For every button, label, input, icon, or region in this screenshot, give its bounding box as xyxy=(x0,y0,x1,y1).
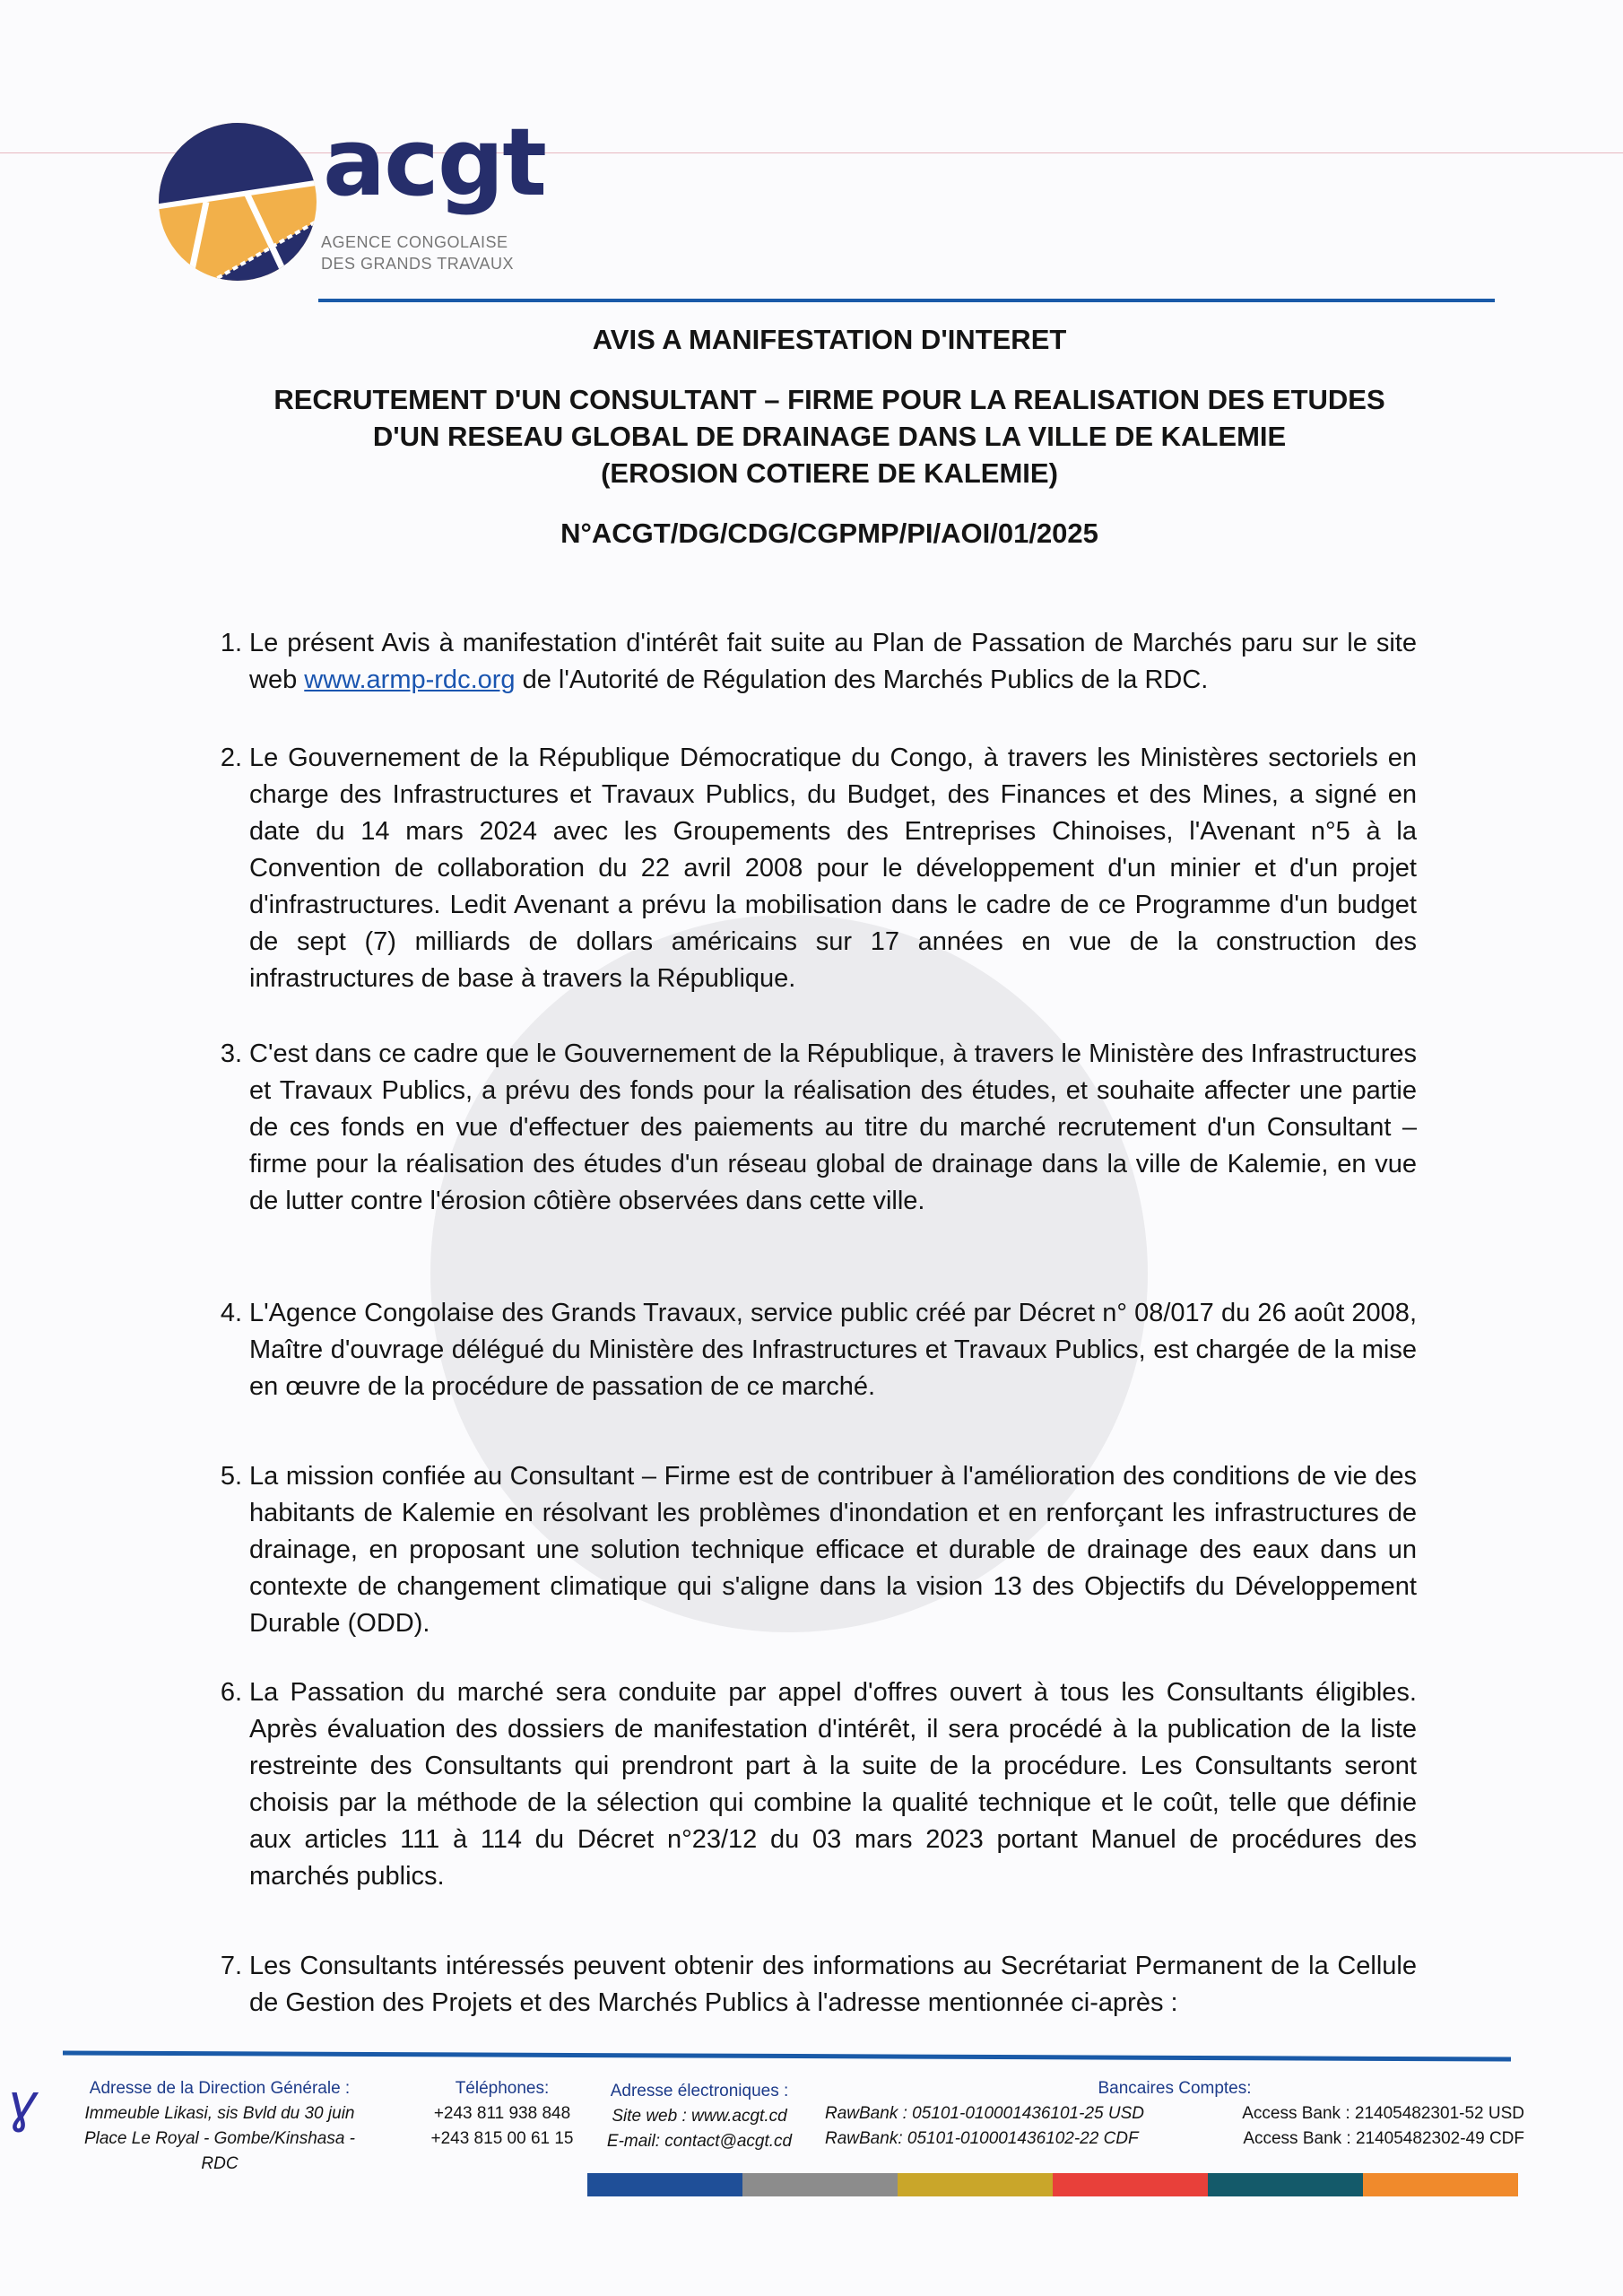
address-line-2: Place Le Royal - Gombe/Kinshasa - RDC xyxy=(83,2129,356,2173)
header-rule xyxy=(318,299,1495,302)
agency-name xyxy=(321,231,514,274)
website-link[interactable]: Site web : www.acgt.cd xyxy=(612,2107,787,2126)
initials-signature: ɣ xyxy=(9,2073,37,2133)
paragraph-number: 5. xyxy=(220,1462,242,1491)
subject-line-2: D'UN RESEAU GLOBAL DE DRAINAGE DANS LA VILLE DE KALEMIE xyxy=(372,421,1287,452)
paragraph-text: C'est dans ce cadre que le Gouvernement de la République, à travers le Ministère des Infrastructures et Travaux Publics, a prévu des fonds pour la réalisation des études, et souhaite affecter une partie de ces fonds en vue d'effectuer des paiements au titre du marché recrutement d'un Consultant – firme pour la réalisation des études d'un réseau global de drainage dans la ville de Kalemie, en vue de lutter contre l'érosion côtière observées dans cette ville. xyxy=(249,1039,1417,1215)
footer-bank-accounts xyxy=(825,2076,1524,2152)
footer-electronic xyxy=(592,2079,807,2154)
color-stripe-segment xyxy=(1363,2173,1518,2196)
address-label: Adresse de la Direction Générale : xyxy=(89,2079,351,2098)
paragraph-3 xyxy=(206,1036,1417,1220)
armp-website-link[interactable]: www.armp-rdc.org xyxy=(304,665,516,694)
paragraph-text: de l'Autorité de Régulation des Marchés Publics de la RDC. xyxy=(515,665,1209,694)
paragraph-2 xyxy=(206,740,1417,997)
acgt-logo-icon xyxy=(148,117,327,287)
subject-line-1: RECRUTEMENT D'UN CONSULTANT – FIRME POUR LA REALISATION DES ETUDES xyxy=(273,384,1385,415)
color-stripe-segment xyxy=(898,2173,1053,2196)
bank-label: Bancaires Comptes: xyxy=(1098,2079,1252,2098)
access-bank-cdf: Access Bank : 21405482302-49 CDF xyxy=(1243,2129,1524,2148)
rawbank-usd: RawBank : 05101-010001436101-25 USD xyxy=(825,2104,1144,2123)
paragraph-5 xyxy=(206,1458,1417,1642)
agency-line-2: DES GRANDS TRAVAUX xyxy=(321,255,515,273)
paragraph-6 xyxy=(206,1674,1417,1895)
phone-1: +243 811 938 848 xyxy=(433,2104,571,2123)
paragraph-text: L'Agence Congolaise des Grands Travaux, service public créé par Décret n° 08/017 du 26 août 2008, Maître d'ouvrage délégué du Ministère des Infrastructures et Travaux Publics, est chargée de la mise en œuvre de la procédure de passation de ce marché. xyxy=(249,1299,1417,1401)
brand-name: acgt xyxy=(323,108,545,217)
paragraph-number: 2. xyxy=(220,744,242,772)
paragraph-text: La mission confiée au Consultant – Firme est de contribuer à l'amélioration des conditions de vie des habitants de Kalemie en résolvant les problèmes d'inondation et en renforçant les infrastructures de drainage, en proposant une solution technique efficace et durable de drainage des eaux dans un contexte de changement climatique qui s'aligne dans la vision 13 des Objectifs du Développement Durable (ODD). xyxy=(249,1462,1417,1638)
paragraph-number: 1. xyxy=(220,629,242,657)
notice-title: AVIS A MANIFESTATION D'INTERET xyxy=(592,324,1067,355)
color-stripe-segment xyxy=(587,2173,742,2196)
paragraph-number: 4. xyxy=(220,1299,242,1327)
paragraph-number: 3. xyxy=(220,1039,242,1068)
footer-address xyxy=(72,2076,368,2177)
footer-phones xyxy=(421,2076,583,2152)
address-line-1: Immeuble Likasi, sis Bvld du 30 juin xyxy=(84,2104,355,2123)
color-stripe-segment xyxy=(742,2173,898,2196)
paragraph-text: Le Gouvernement de la République Démocratique du Congo, à travers les Ministères sectoriels en charge des Infrastructures et Travaux Publics, du Budget, des Finances et des Mines, a signé en date du 14 mars 2024 avec les Groupements des Entreprises Chinoises, l'Avenant n°5 à la Convention de collaboration du 22 avril 2008 pour le développement d'un minier et d'un projet d'infrastructures. Ledit Avenant a prévu la mobilisation dans le cadre de ce Programme d'un budget de sept (7) milliards de dollars américains sur 17 années en vue de la construction des infrastructures de base à travers la République. xyxy=(249,744,1417,993)
paragraph-number: 7. xyxy=(220,1952,242,1980)
color-stripe-segment xyxy=(1053,2173,1208,2196)
rawbank-cdf: RawBank: 05101-010001436102-22 CDF xyxy=(825,2129,1139,2148)
access-bank-usd: Access Bank : 21405482301-52 USD xyxy=(1242,2104,1524,2123)
phone-2: +243 815 00 61 15 xyxy=(430,2129,574,2148)
paragraph-text: Les Consultants intéressés peuvent obtenir des informations au Secrétariat Permanent de la Cellule de Gestion des Projets et des Marchés Publics à l'adresse mentionnée ci-après : xyxy=(249,1952,1417,2017)
paragraph-7 xyxy=(206,1948,1417,2022)
paragraph-4 xyxy=(206,1295,1417,1405)
paragraph-1 xyxy=(206,625,1417,699)
footer-rule xyxy=(63,2050,1511,2061)
paragraph-text: La Passation du marché sera conduite par appel d'offres ouvert à tous les Consultants éligibles. Après évaluation des dossiers de manifestation d'intérêt, il sera procédé à la publication de la liste restreinte des Consultants qui prendront part à la suite de la procédure. Les Consultants seront choisis par la méthode de la sélection qui combine la qualité technique et le coût, telle que définie aux articles 111 à 114 du Décret n°23/12 du 03 mars 2023 portant Manuel de procédures des marchés publics. xyxy=(249,1678,1417,1891)
electronic-label: Adresse électroniques : xyxy=(610,2082,789,2100)
paragraph-number: 6. xyxy=(220,1678,242,1707)
agency-line-1: AGENCE CONGOLAISE xyxy=(321,233,508,251)
subject-line-3: (EROSION COTIERE DE KALEMIE) xyxy=(601,457,1058,489)
phones-label: Téléphones: xyxy=(455,2079,550,2098)
email-link[interactable]: E-mail: contact@acgt.cd xyxy=(606,2132,793,2151)
reference-number: N°ACGT/DG/CDG/CGPMP/PI/AOI/01/2025 xyxy=(560,517,1098,549)
color-stripe-segment xyxy=(1208,2173,1363,2196)
paragraph-text: Le présent Avis à manifestation d'intérêt fait suite au Plan de Passation de Marchés paru sur le site web xyxy=(249,629,1417,694)
